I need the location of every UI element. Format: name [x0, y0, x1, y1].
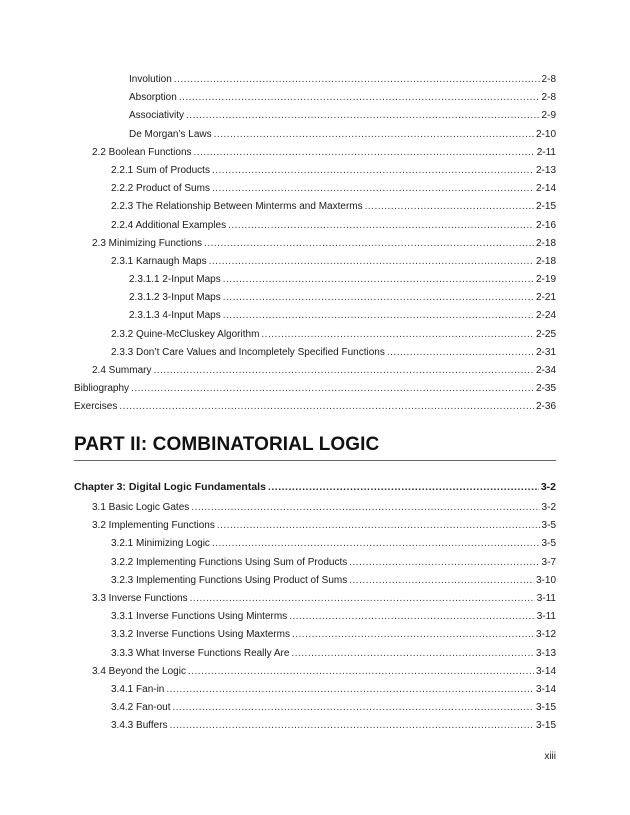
- toc-leader-dots: [214, 126, 534, 144]
- toc-entry-page: 2-11: [536, 146, 556, 158]
- toc-entry-title: 2.2 Boolean Functions: [92, 146, 192, 158]
- toc-entry-page: 2-14: [535, 183, 556, 195]
- toc-entry-title: 3.2.1 Minimizing Logic: [111, 538, 210, 550]
- toc-entry-page: 2-21: [535, 292, 556, 304]
- toc-leader-dots: [209, 253, 534, 271]
- toc-entry[interactable]: [74, 71, 556, 89]
- toc-leader-dots: [174, 71, 540, 89]
- toc-entry[interactable]: [74, 645, 556, 663]
- toc-entry-page: 2-13: [535, 164, 556, 176]
- toc-entry-title: 2.2.2 Product of Sums: [111, 183, 210, 195]
- toc-entry-page: 3-5: [541, 520, 556, 532]
- toc-leader-dots: [212, 180, 534, 198]
- toc-entry-title: 3.2.3 Implementing Functions Using Product of Sums: [111, 574, 348, 586]
- toc-entry-title: Absorption: [129, 92, 177, 104]
- toc-leader-dots: [268, 477, 539, 497]
- toc-entry-title: Involution: [129, 74, 172, 85]
- toc-entry-page: 3-10: [535, 574, 556, 586]
- toc-leader-dots: [131, 380, 534, 398]
- toc-entry[interactable]: [74, 162, 556, 180]
- toc-entry-title: 3.3 Inverse Functions: [92, 592, 188, 604]
- toc-entry-title: 3.4 Beyond the Logic: [92, 665, 186, 677]
- toc-section-top: [74, 71, 556, 417]
- toc-leader-dots: [172, 699, 534, 717]
- toc-entry-title: 3.2 Implementing Functions: [92, 520, 215, 532]
- toc-entry-page: 3-13: [535, 647, 556, 659]
- toc-entry[interactable]: [74, 554, 556, 572]
- toc-section-bottom: [74, 477, 556, 735]
- toc-entry-page: 3-7: [541, 556, 556, 568]
- toc-entry-title: 2.3.3 Don’t Care Values and Incompletely Specified Functions: [111, 346, 385, 358]
- toc-chapter-entry[interactable]: [74, 477, 556, 497]
- toc-entry[interactable]: [74, 626, 556, 644]
- toc-entry-title: 2.2.4 Additional Examples: [111, 219, 227, 231]
- toc-leader-dots: [186, 107, 540, 125]
- toc-leader-dots: [179, 89, 540, 107]
- toc-entry[interactable]: [74, 362, 556, 380]
- toc-leader-dots: [349, 572, 534, 590]
- toc-leader-dots: [289, 608, 535, 626]
- toc-entry-title: 3.2.2 Implementing Functions Using Sum of Products: [111, 556, 348, 568]
- toc-entry-page: 2-34: [535, 365, 556, 376]
- toc-entry-page: 2-8: [541, 92, 556, 104]
- toc-entry[interactable]: [74, 681, 556, 699]
- part-heading: PART II: COMBINATORIAL LOGIC: [74, 434, 556, 461]
- toc-entry[interactable]: [74, 717, 556, 735]
- toc-entry[interactable]: [74, 517, 556, 535]
- toc-entry-page: 3-14: [535, 665, 556, 677]
- toc-entry-title: De Morgan’s Laws: [129, 128, 212, 140]
- toc-entry-page: 2-18: [535, 255, 556, 267]
- toc-entry-page: 2-16: [535, 219, 556, 231]
- toc-entry-page: 2-18: [535, 237, 556, 249]
- toc-entry-page: 2-35: [535, 383, 556, 395]
- toc-leader-dots: [191, 499, 539, 517]
- toc-entry-page: 2-8: [541, 74, 556, 85]
- toc-entry-page: 3-2: [541, 502, 556, 513]
- toc-entry-title: 3.4.2 Fan-out: [111, 702, 171, 714]
- toc-entry[interactable]: [74, 608, 556, 626]
- toc-entry-title: 2.3.1 Karnaugh Maps: [111, 255, 207, 267]
- toc-entry[interactable]: [74, 180, 556, 198]
- toc-leader-dots: [349, 554, 539, 572]
- toc-entry-page: 2-15: [535, 201, 556, 213]
- toc-entry[interactable]: [74, 126, 556, 144]
- toc-leader-dots: [292, 626, 534, 644]
- toc-leader-dots: [223, 271, 534, 289]
- toc-entry-page: 2-19: [535, 274, 556, 286]
- toc-entry-page: 3-2: [540, 481, 556, 493]
- toc-entry[interactable]: [74, 572, 556, 590]
- toc-entry-title: 2.4 Summary: [92, 365, 152, 376]
- toc-entry[interactable]: [74, 235, 556, 253]
- toc-entry[interactable]: [74, 380, 556, 398]
- toc-leader-dots: [212, 535, 540, 553]
- toc-leader-dots: [217, 517, 540, 535]
- toc-entry[interactable]: [74, 590, 556, 608]
- toc-entry-title: 3.1 Basic Logic Gates: [92, 502, 190, 513]
- toc-leader-dots: [387, 344, 534, 362]
- toc-entry[interactable]: [74, 699, 556, 717]
- toc-entry[interactable]: [74, 499, 556, 517]
- toc-entry-title: 2.3.1.3 4-Input Maps: [129, 310, 221, 322]
- toc-entry[interactable]: [74, 144, 556, 162]
- toc-leader-dots: [291, 645, 534, 663]
- toc-entry-title: Exercises: [74, 401, 118, 413]
- toc-leader-dots: [119, 398, 534, 416]
- toc-entry[interactable]: [74, 535, 556, 553]
- toc-entry[interactable]: [74, 271, 556, 289]
- toc-entry-page: 3-15: [535, 720, 556, 732]
- toc-entry-title: 2.2.3 The Relationship Between Minterms and Maxterms: [111, 201, 363, 213]
- toc-leader-dots: [153, 362, 534, 380]
- toc-entry-page: 3-15: [535, 702, 556, 714]
- toc-leader-dots: [365, 198, 534, 216]
- toc-leader-dots: [204, 235, 534, 253]
- page-number: xiii: [544, 751, 556, 762]
- toc-entry-title: 3.3.3 What Inverse Functions Really Are: [111, 647, 290, 659]
- toc-entry-title: 3.4.1 Fan-in: [111, 683, 165, 695]
- toc-entry[interactable]: [74, 344, 556, 362]
- toc-entry-page: 2-9: [541, 110, 556, 122]
- toc-entry[interactable]: [74, 663, 556, 681]
- toc-entry-title: 2.2.1 Sum of Products: [111, 164, 210, 176]
- toc-entry-title: Bibliography: [74, 383, 130, 395]
- toc-leader-dots: [194, 144, 535, 162]
- toc-entry-page: 3-5: [541, 538, 556, 550]
- toc-entry-page: 2-10: [535, 128, 556, 140]
- toc-entry-page: 2-25: [535, 328, 556, 340]
- toc-entry[interactable]: [74, 253, 556, 271]
- toc-leader-dots: [212, 162, 534, 180]
- toc-entry-page: 2-36: [535, 401, 556, 413]
- toc-entry[interactable]: [74, 217, 556, 235]
- toc-entry-title: 2.3 Minimizing Functions: [92, 237, 203, 249]
- toc-entry[interactable]: [74, 89, 556, 107]
- toc-entry-title: Chapter 3: Digital Logic Fundamentals: [74, 481, 266, 493]
- toc-entry-title: 2.3.1.2 3-Input Maps: [129, 292, 221, 304]
- toc-entry[interactable]: [74, 107, 556, 125]
- toc-leader-dots: [166, 681, 534, 699]
- toc-leader-dots: [228, 217, 534, 235]
- toc-entry-title: 3.3.2 Inverse Functions Using Maxterms: [111, 629, 290, 641]
- toc-leader-dots: [188, 663, 534, 681]
- toc-leader-dots: [261, 326, 534, 344]
- toc-entry-page: 2-24: [535, 310, 556, 322]
- toc-entry-title: 2.3.1.1 2-Input Maps: [129, 274, 221, 286]
- toc-entry-page: 3-11: [536, 592, 556, 604]
- toc-entry[interactable]: [74, 326, 556, 344]
- toc-entry[interactable]: [74, 289, 556, 307]
- toc-entry[interactable]: [74, 398, 556, 416]
- toc-entry[interactable]: [74, 198, 556, 216]
- toc-entry-page: 3-12: [535, 629, 556, 641]
- toc-leader-dots: [170, 717, 534, 735]
- toc-leader-dots: [190, 590, 535, 608]
- toc-entry[interactable]: [74, 307, 556, 325]
- toc-entry-title: 3.4.3 Buffers: [111, 720, 168, 732]
- toc-entry-title: 2.3.2 Quine-McCluskey Algorithm: [111, 328, 260, 340]
- toc-entry-page: 3-11: [536, 611, 556, 623]
- toc-entry-page: 3-14: [535, 683, 556, 695]
- toc-entry-page: 2-31: [535, 346, 556, 358]
- toc-entry-title: Associativity: [129, 110, 185, 122]
- toc-leader-dots: [223, 307, 534, 325]
- toc-entry-title: 3.3.1 Inverse Functions Using Minterms: [111, 611, 288, 623]
- toc-leader-dots: [223, 289, 534, 307]
